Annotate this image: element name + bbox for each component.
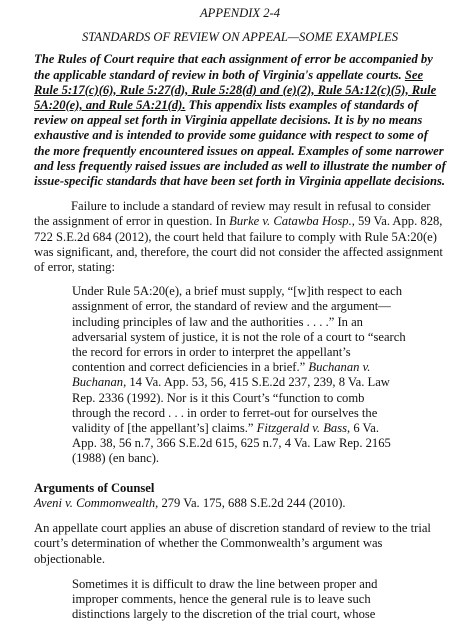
case-name: Burke v. Catawba Hosp.: [229, 214, 352, 229]
intro-paragraph: [34, 52, 446, 189]
section-heading: Arguments of Counsel: [34, 480, 155, 495]
paragraph-text: Failure to include a standard of review may result in refusal to consider the assignment of error in question. In: [34, 199, 431, 229]
block-quote: Sometimes it is difficult to draw the line between proper and improper comments, hence the general rule is to leave such distinctions largely to the discretion of the trial court, whose: [72, 576, 378, 622]
case-name: Buchanan v. Buchanan: [72, 360, 371, 390]
body-paragraph: [34, 199, 446, 275]
case-name: Fitzgerald v. Bass: [256, 421, 348, 436]
citation-text: , 279 Va. 175, 688 S.E.2d 244 (2010).: [155, 495, 346, 510]
block-quote: [72, 284, 406, 466]
section-case-citation: [34, 496, 446, 511]
intro-text: The Rules of Court require that each assignment of error be accompanied by the applicable standard of review in both of Virginia's appellate courts.: [34, 52, 433, 82]
quote-text-continued: , 14 Va. App. 53, 56, 415 S.E.2d 237, 239, 8 Va. Law Rep. 2336 (1992). Nor is it this Court’s “function to comb through the record . . . in order to ferret-out for ourselves the validity of [the appellant’s] claims.”: [72, 375, 390, 436]
document-page: [34, 6, 446, 622]
appendix-label: APPENDIX 2-4: [199, 6, 281, 20]
intro-text-continued: This appendix lists examples of standards of review on appeal set forth in Virginia appellate decisions. It is by no means exhaustive and is intended to provide some guidance with respect to some of the more frequently encountered issues on appeal. Examples of some narrower and less frequently raised issues are included as well to illustrate the number of issue-specific standards that have been set forth in Virginia appellate decisions.: [34, 98, 446, 189]
case-name: Aveni v. Commonwealth: [34, 495, 156, 510]
rule-citations: See Rule 5:17(c)(6), Rule 5:27(d), Rule 5:28(d) and (e)(2), Rule 5A:12(c)(5), Rule 5A:20(e), and Rule 5A:21(d).: [34, 67, 437, 113]
body-paragraph: An appellate court applies an abuse of discretion standard of review to the trial court’s determination of whether the Commonwealth’s argument was objectionable.: [34, 521, 431, 566]
document-title: STANDARDS OF REVIEW ON APPEAL—SOME EXAMPLES: [81, 30, 399, 45]
paragraph-text-continued: , 59 Va. App. 828, 722 S.E.2d 684 (2012), the court held that failure to comply with Rule 5A:20(e) was significant, and, therefore, the court did not consider the affected assignment of error, stating:: [34, 214, 443, 275]
quote-text-end: , 6 Va. App. 38, 56 n.7, 366 S.E.2d 615, 625 n.7, 4 Va. Law Rep. 2165 (1988) (en banc).: [72, 421, 391, 466]
quote-text: Under Rule 5A:20(e), a brief must supply, “[w]ith respect to each assignment of error, the standard of review and the argument—including principles of law and the authorities . . . .” In an adversarial system of justice, it is not the role of a court to “search the record for errors in order to interpret the appellant’s contention and correct deficiencies in a brief.”: [72, 284, 406, 375]
